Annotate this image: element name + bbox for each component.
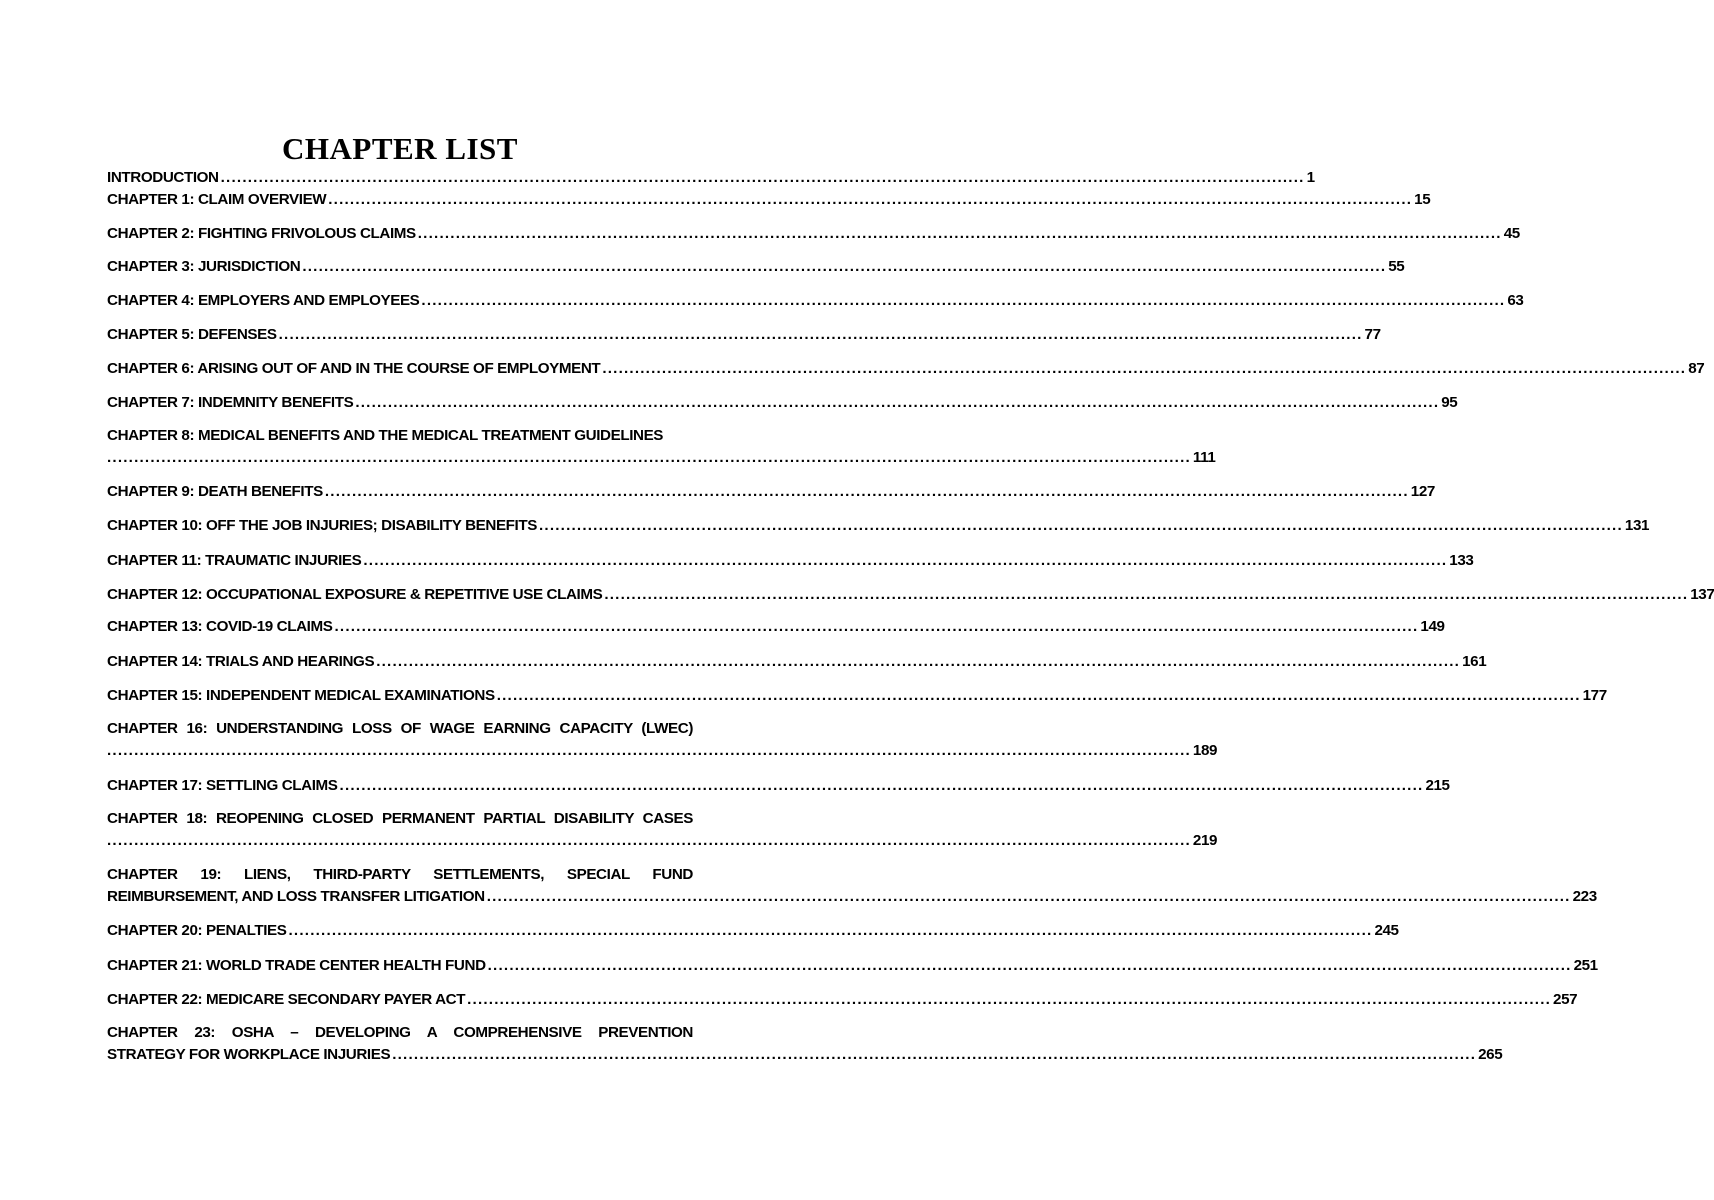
toc-page-number: 45	[1503, 225, 1520, 242]
toc-page-number: 265	[1478, 1046, 1503, 1063]
dot-leader: ........................................................................................................................................................................................................	[392, 1046, 1477, 1063]
toc-entry-chapter-3[interactable]	[107, 256, 1405, 278]
toc-entry-chapter-14[interactable]	[107, 651, 1487, 673]
toc-entry-label-line-1: CHAPTER 19: LIENS, THIRD-PARTY SETTLEMENTS, SPECIAL FUND	[107, 866, 693, 883]
toc-entry-label: CHAPTER 9: DEATH BENEFITS	[107, 483, 323, 500]
toc-page-number: 111	[1192, 449, 1216, 466]
toc-page-number: 177	[1582, 687, 1607, 704]
toc-entry-chapter-9[interactable]	[107, 481, 1435, 503]
toc-entry-chapter-16[interactable]	[107, 718, 1218, 762]
toc-page-number: 257	[1553, 991, 1578, 1008]
toc-entry-chapter-20[interactable]	[107, 920, 1399, 942]
toc-entry-label: CHAPTER 3: JURISDICTION	[107, 258, 301, 275]
toc-page-number: 149	[1420, 618, 1445, 635]
dot-leader: ........................................................................................................................................................................................................	[376, 653, 1461, 670]
dot-leader: ........................................................................................................................................................................................................	[220, 169, 1305, 186]
toc-page-number: 87	[1688, 360, 1705, 377]
toc-entry-label-line-1: CHAPTER 23: OSHA – DEVELOPING A COMPREHENSIVE PREVENTION	[107, 1024, 693, 1041]
toc-page-number: 219	[1192, 832, 1218, 849]
dot-leader: ........................................................................................................................................................................................................	[538, 517, 1623, 534]
toc-entry-chapter-15[interactable]	[107, 685, 1607, 707]
dot-leader: ........................................................................................................................................................................................................	[604, 586, 1689, 603]
toc-entry-label: CHAPTER 21: WORLD TRADE CENTER HEALTH FUND	[107, 957, 486, 974]
toc-entry-chapter-10[interactable]	[107, 515, 1650, 537]
toc-page-number: 63	[1507, 292, 1524, 309]
toc-entry-label: CHAPTER 14: TRIALS AND HEARINGS	[107, 653, 375, 670]
toc-entry-label: CHAPTER 2: FIGHTING FRIVOLOUS CLAIMS	[107, 225, 416, 242]
toc-entry-chapter-11[interactable]	[107, 550, 1474, 572]
dot-leader: ........................................................................................................................................................................................................	[417, 225, 1502, 242]
toc-entry-chapter-8[interactable]	[107, 425, 1216, 469]
toc-entry-label: CHAPTER 22: MEDICARE SECONDARY PAYER ACT	[107, 991, 466, 1008]
dot-leader: ........................................................................................................................................................................................................	[328, 191, 1413, 208]
toc-entry-label: CHAPTER 16: UNDERSTANDING LOSS OF WAGE EARNING CAPACITY (LWEC)	[107, 720, 693, 737]
toc-entry-label: CHAPTER 5: DEFENSES	[107, 326, 277, 343]
toc-entry-label: CHAPTER 15: INDEPENDENT MEDICAL EXAMINATIONS	[107, 687, 495, 704]
dot-leader: ........................................................................................................................................................................................................	[339, 777, 1424, 794]
toc-entry-label: CHAPTER 10: OFF THE JOB INJURIES; DISABILITY BENEFITS	[107, 517, 537, 534]
toc-entry-chapter-1[interactable]	[107, 189, 1431, 211]
dot-leader: ........................................................................................................................................................................................................	[496, 687, 1581, 704]
toc-entry-label: INTRODUCTION	[107, 169, 219, 186]
toc-entry-introduction[interactable]	[107, 167, 1315, 189]
toc-page-number: 131	[1624, 517, 1650, 534]
toc-entry-label: CHAPTER 6: ARISING OUT OF AND IN THE COURSE OF EMPLOYMENT	[107, 360, 601, 377]
toc-page-number: 55	[1388, 258, 1405, 275]
toc-entry-chapter-5[interactable]	[107, 324, 1381, 346]
toc-entry-chapter-2[interactable]	[107, 223, 1520, 245]
toc-page-number: 15	[1414, 191, 1431, 208]
toc-page-number: 127	[1410, 483, 1435, 500]
dot-leader: ........................................................................................................................................................................................................	[467, 991, 1552, 1008]
dot-leader: ........................................................................................................................................................................................................	[288, 922, 1373, 939]
dot-leader: ........................................................................................................................................................................................................	[324, 483, 1409, 500]
toc-page-number: 161	[1462, 653, 1487, 670]
toc-entry-chapter-12[interactable]	[107, 584, 1714, 606]
toc-entry-label: CHAPTER 12: OCCUPATIONAL EXPOSURE & REPETITIVE USE CLAIMS	[107, 586, 603, 603]
toc-page-number: 215	[1425, 777, 1450, 794]
toc-page-number: 251	[1573, 957, 1598, 974]
toc-page-number: 189	[1192, 742, 1218, 759]
toc-entry-chapter-23[interactable]	[107, 1022, 1503, 1066]
toc-entry-chapter-21[interactable]	[107, 955, 1598, 977]
page-title: CHAPTER LIST	[282, 131, 518, 166]
toc-entry-label: CHAPTER 11: TRAUMATIC INJURIES	[107, 552, 362, 569]
dot-leader: ........................................................................................................................................................................................................	[302, 258, 1387, 275]
dot-leader: ........................................................................................................................................................................................................	[334, 618, 1419, 635]
dot-leader: ........................................................................................................................................................................................................	[278, 326, 1363, 343]
toc-page-number: 1	[1306, 169, 1315, 186]
toc-entry-label: CHAPTER 7: INDEMNITY BENEFITS	[107, 394, 354, 411]
dot-leader: ........................................................................................................................................................................................................	[107, 449, 1191, 466]
toc-entry-label: CHAPTER 18: REOPENING CLOSED PERMANENT PARTIAL DISABILITY CASES	[107, 810, 693, 827]
toc-entry-label: CHAPTER 8: MEDICAL BENEFITS AND THE MEDICAL TREATMENT GUIDELINES	[107, 427, 664, 444]
toc-page-number: 77	[1364, 326, 1381, 343]
toc-page-number: 95	[1441, 394, 1458, 411]
dot-leader: ........................................................................................................................................................................................................	[107, 832, 1191, 849]
toc-entry-label: CHAPTER 1: CLAIM OVERVIEW	[107, 191, 327, 208]
toc-entry-chapter-13[interactable]	[107, 616, 1445, 638]
toc-entry-label-line-2: STRATEGY FOR WORKPLACE INJURIES	[107, 1046, 391, 1063]
dot-leader: ........................................................................................................................................................................................................	[355, 394, 1440, 411]
toc-entry-chapter-22[interactable]	[107, 989, 1578, 1011]
toc-entry-label-line-2: REIMBURSEMENT, AND LOSS TRANSFER LITIGATION	[107, 888, 485, 905]
dot-leader: ........................................................................................................................................................................................................	[602, 360, 1687, 377]
toc-page-number: 245	[1374, 922, 1399, 939]
dot-leader: ........................................................................................................................................................................................................	[421, 292, 1506, 309]
toc-entry-chapter-19[interactable]	[107, 864, 1597, 908]
toc-entry-chapter-7[interactable]	[107, 392, 1458, 414]
toc-entry-chapter-4[interactable]	[107, 290, 1524, 312]
dot-leader: ........................................................................................................................................................................................................	[486, 888, 1571, 905]
toc-entry-chapter-18[interactable]	[107, 808, 1218, 852]
toc-entry-chapter-17[interactable]	[107, 775, 1450, 797]
toc-page-number: 223	[1572, 888, 1597, 905]
dot-leader: ........................................................................................................................................................................................................	[107, 742, 1191, 759]
dot-leader: ........................................................................................................................................................................................................	[487, 957, 1572, 974]
toc-entry-label: CHAPTER 4: EMPLOYERS AND EMPLOYEES	[107, 292, 420, 309]
toc-page-number: 133	[1449, 552, 1474, 569]
toc-page-number: 137	[1690, 586, 1714, 603]
dot-leader: ........................................................................................................................................................................................................	[363, 552, 1448, 569]
toc-entry-label: CHAPTER 13: COVID-19 CLAIMS	[107, 618, 333, 635]
toc-entry-label: CHAPTER 17: SETTLING CLAIMS	[107, 777, 338, 794]
toc-entry-label: CHAPTER 20: PENALTIES	[107, 922, 287, 939]
toc-entry-chapter-6[interactable]	[107, 358, 1705, 380]
